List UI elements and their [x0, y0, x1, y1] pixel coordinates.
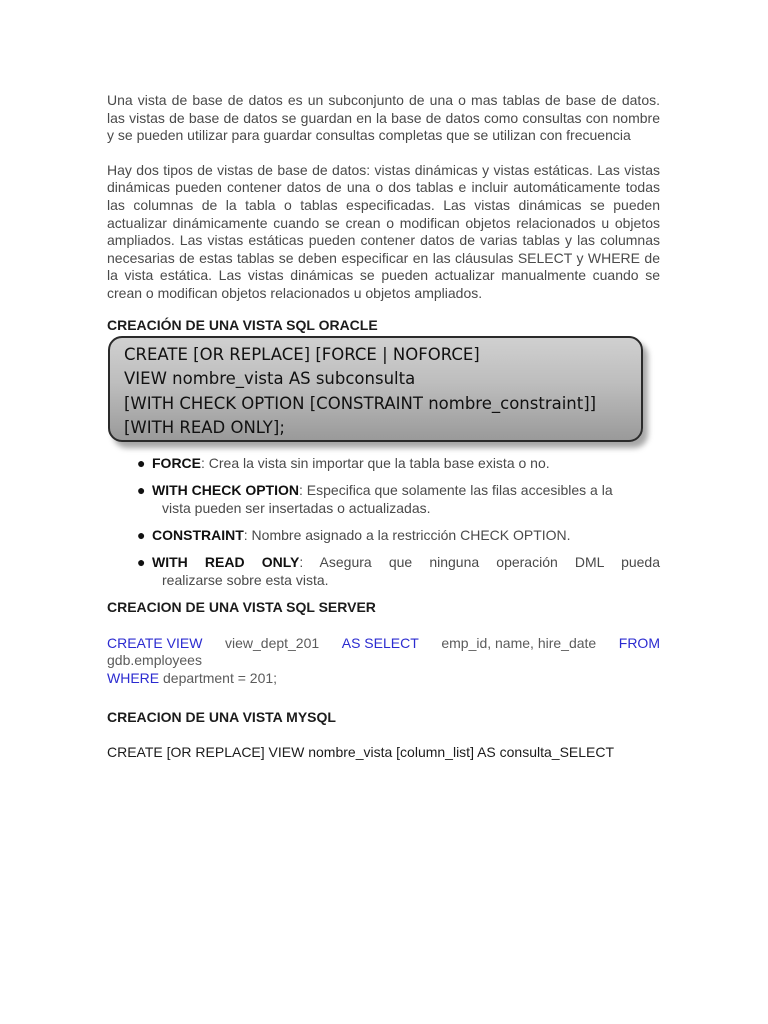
- mysql-heading: CREACION DE UNA VISTA MYSQL: [107, 709, 336, 726]
- sql-keyword: FROM: [618, 634, 660, 651]
- option-desc-continued: vista pueden ser insertadas o actualizadas.: [162, 499, 431, 516]
- mysql-code: CREATE [OR REPLACE] VIEW nombre_vista [column_list] AS consulta_SELECT: [107, 744, 615, 761]
- oracle-code-line: VIEW nombre_vista AS subconsulta: [124, 369, 416, 389]
- sql-keyword: CREATE VIEW: [107, 634, 203, 651]
- option-term: CONSTRAINT: [152, 526, 244, 543]
- sqlserver-code-line-3: [107, 670, 660, 688]
- option-term: WITH READ ONLY: [152, 553, 300, 570]
- oracle-code-line: [WITH CHECK OPTION [CONSTRAINT nombre_constraint]]: [124, 393, 597, 413]
- oracle-code-line: [WITH READ ONLY];: [124, 418, 285, 438]
- oracle-heading: CREACIÓN DE UNA VISTA SQL ORACLE: [107, 316, 378, 333]
- bullet-icon: ●: [137, 526, 146, 543]
- oracle-options-list: [107, 454, 660, 589]
- sql-columns: emp_id, name, hire_date: [441, 634, 597, 651]
- sql-keyword: WHERE: [107, 669, 160, 686]
- sql-table: gdb.employees: [107, 652, 202, 669]
- list-item-with-read-only: [107, 553, 660, 589]
- oracle-code-line: CREATE [OR REPLACE] [FORCE | NOFORCE]: [124, 344, 480, 364]
- bullet-icon: ●: [137, 454, 146, 471]
- intro-paragraph-1: Una vista de base de datos es un subconjunto de una o mas tablas de base de datos. las vistas de base de datos se guardan en la base de datos como consultas con nombre y se pueden utilizar para guardar consultas completas que se utilizan con frecuencia: [107, 92, 660, 144]
- document-page: [107, 92, 660, 760]
- sqlserver-code-line-1: [107, 635, 660, 653]
- list-item-force: [107, 454, 660, 472]
- oracle-syntax-box: [108, 336, 643, 442]
- sqlserver-code-line-2: [107, 652, 660, 670]
- option-term: FORCE: [152, 454, 201, 471]
- option-term: WITH CHECK OPTION: [152, 481, 299, 498]
- option-desc: : Nombre asignado a la restricción CHECK OPTION.: [243, 526, 571, 543]
- option-desc: : Especifica que solamente las filas accesibles a la: [299, 481, 613, 498]
- option-desc: : Crea la vista sin importar que la tabla base exista o no.: [201, 454, 550, 471]
- option-desc-continued: realizarse sobre esta vista.: [162, 571, 329, 588]
- list-item-constraint: [107, 526, 660, 544]
- sqlserver-code: [107, 635, 660, 688]
- sqlserver-heading: CREACION DE UNA VISTA SQL SERVER: [107, 598, 376, 615]
- bullet-icon: ●: [137, 481, 146, 498]
- sql-keyword: AS SELECT: [341, 634, 419, 651]
- bullet-icon: ●: [137, 553, 146, 570]
- option-desc: : Asegura que ninguna operación DML pueda: [299, 553, 660, 570]
- list-item-with-check-option: [107, 481, 660, 517]
- sql-view-name: view_dept_201: [224, 634, 320, 651]
- sql-condition: department = 201;: [163, 669, 278, 686]
- intro-paragraph-2: Hay dos tipos de vistas de base de datos: vistas dinámicas y vistas estáticas. Las vistas dinámicas pueden contener datos de una o dos tablas e incluir automáticamente todas las columnas de la tabla o tablas especificadas. Las vistas dinámicas se pueden actualizar dinámicamente cuando se crean o modifican objetos relacionados u objetos ampliados. Las vistas estáticas pueden contener datos de varias tablas y las columnas necesarias de estas tablas se deben especificar en las cláusulas SELECT y WHERE de la vista estática. Las vistas dinámicas se pueden actualizar manualmente cuando se crean o modifican objetos relacionados u objetos ampliados.: [107, 161, 660, 301]
